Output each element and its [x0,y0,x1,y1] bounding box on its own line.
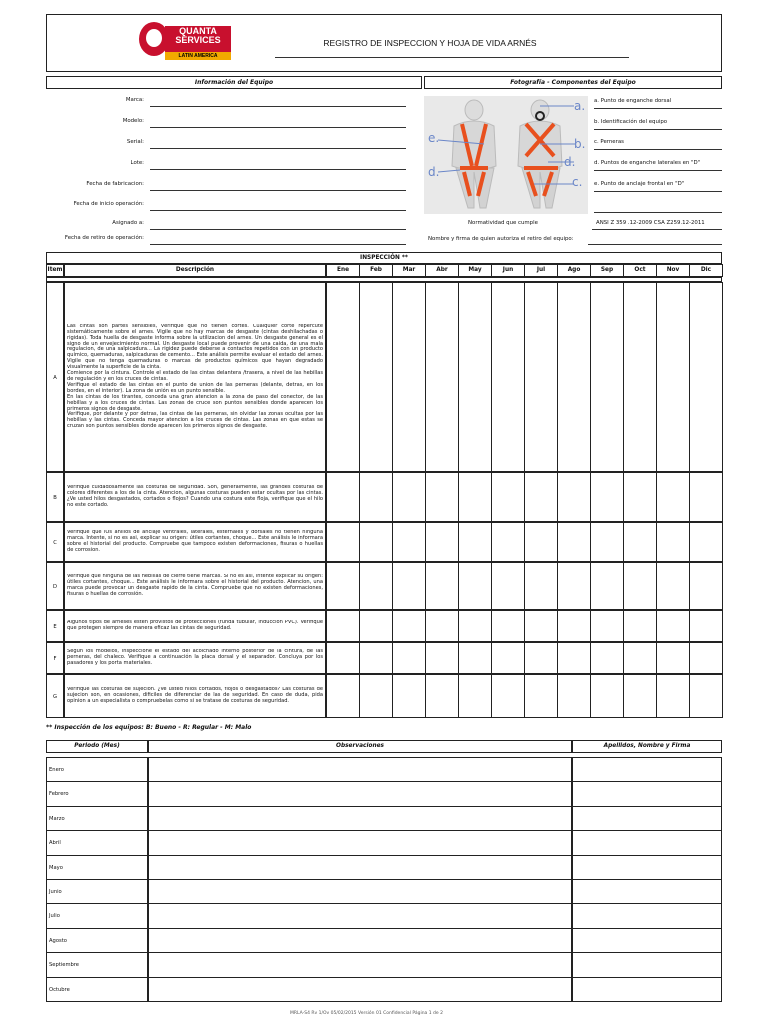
inspection-check-cell[interactable] [491,610,525,642]
inspection-check-cell[interactable] [557,610,591,642]
inspection-check-cell[interactable] [524,472,558,522]
month-header: Ene [326,264,360,277]
inspection-check-cell[interactable] [656,642,690,674]
inspection-check-cell[interactable] [326,562,360,610]
inspection-check-cell[interactable] [425,642,459,674]
obs-month: Junio [46,879,148,904]
inspection-check-cell[interactable] [458,282,492,472]
month-header: Mar [392,264,426,277]
row-item-code: A [46,282,64,472]
month-header: Jul [524,264,558,277]
row-description: Verifique que lOs anillos de anclaje ventrales, laterales, esternales y dorsales no tienen ninguna marca. Intente, si no es asi, explicar su origen: útiles cortantes, choque... Este análisis le informara sobre el historial del producto. Compruebe que tampoco existen deformaciones, fisuras o huellas de corrosion. [67,530,323,553]
month-header: Ago [557,264,591,277]
inspection-check-cell[interactable] [425,562,459,610]
equipo-field-input[interactable] [150,190,406,191]
row-description: Verifique las costuras de sujecion. ¿Ve usted hilos cortados, flojos o desgastados? Las costuras de sujecion son, en ocasiones, dificiles de diferenciar de las de seguridad. En caso de duda, pida opinion a un especialista o compruebelas como si se tratase de costuras de seguridad. [67,687,323,704]
document-header [46,14,722,72]
inspection-check-cell[interactable] [326,610,360,642]
component-item: e. Punto de anclaje frontal en "D" [594,181,685,187]
inspection-check-cell[interactable] [590,472,624,522]
inspection-check-cell[interactable] [623,282,657,472]
equipo-field-input[interactable] [150,210,406,211]
inspection-check-cell[interactable] [458,562,492,610]
obs-month: Febrero [46,781,148,806]
obs-month: Agosto [46,928,148,953]
inspection-check-cell[interactable] [557,472,591,522]
obs-month: Abril [46,830,148,855]
equipo-field-input[interactable] [150,148,406,149]
component-item: b. Identificación del equipo [594,119,668,125]
equipo-field-label: Fecha de inicio operación: [73,201,144,207]
obs-observation-cell[interactable] [148,903,572,928]
callout-d: d. [564,155,576,169]
equipo-field-label: Asignado a: [112,220,144,226]
inspection-check-cell[interactable] [557,642,591,674]
equipo-field-label: Fecha de retiro de operación: [64,235,144,241]
month-header: Sep [590,264,624,277]
inspection-check-cell[interactable] [326,674,360,718]
harness-illustration [424,96,588,214]
inspection-check-cell[interactable] [557,282,591,472]
inspection-check-cell[interactable] [359,562,393,610]
document-title: REGISTRO DE INSPECCION Y HOJA DE VIDA ARNÉS [323,38,537,48]
obs-month: Mayo [46,855,148,880]
component-item: d. Puntos de enganche laterales en "D" [594,160,701,166]
month-header: May [458,264,492,277]
row-description-cell [64,562,326,610]
inspection-check-cell[interactable] [392,674,426,718]
col-item-header: Item [46,264,64,277]
inspection-check-cell[interactable] [491,642,525,674]
month-header: Dic [689,264,723,277]
normatividad-value: ANSI Z 359 .12-2009 CSA Z259.12-2011 [596,220,705,226]
inspection-check-cell[interactable] [524,610,558,642]
inspection-check-cell[interactable] [359,282,393,472]
month-header: Abr [425,264,459,277]
inspection-check-cell[interactable] [656,472,690,522]
inspection-check-cell[interactable] [392,642,426,674]
month-header: Jun [491,264,525,277]
obs-col-firma: Apellidos, Nombre y Firma [572,740,722,753]
inspection-check-cell[interactable] [359,610,393,642]
inspection-check-cell[interactable] [656,562,690,610]
normatividad-label: Normatividad que cumple [468,220,538,226]
inspection-check-cell[interactable] [359,674,393,718]
col-desc-header: Descripción [64,264,326,277]
inspection-check-cell[interactable] [326,642,360,674]
row-item-code: D [46,562,64,610]
equipo-field-input[interactable] [150,106,406,107]
inspection-check-cell[interactable] [689,282,723,472]
obs-month: Septiembre [46,952,148,977]
obs-month: Enero [46,757,148,782]
inspection-check-cell[interactable] [623,610,657,642]
callout-a: a. [574,99,586,113]
obs-col-periodo: Periodo (Mes) [46,740,148,753]
row-description: Algunos tipos de arneses estén provistos de protecciones (funda tubular, inducción PVC). Verifique que protegen siempre de manera eficaz las cintas de seguridad. [67,620,323,631]
callout-c: c. [572,175,583,189]
inspection-check-cell[interactable] [689,610,723,642]
inspection-check-cell[interactable] [689,674,723,718]
inspection-check-cell[interactable] [458,522,492,562]
inspection-check-cell[interactable] [590,674,624,718]
inspection-check-cell[interactable] [689,562,723,610]
inspection-check-cell[interactable] [425,610,459,642]
equipo-field-input[interactable] [150,169,406,170]
inspection-check-cell[interactable] [326,522,360,562]
equipo-field-label: Fecha de fabricacion: [86,181,144,187]
row-description-cell [64,472,326,522]
month-header: Feb [359,264,393,277]
inspection-check-cell[interactable] [590,522,624,562]
inspection-check-cell[interactable] [689,642,723,674]
page-footer: MRLA-S4 Rv 1/Ov 05/02/2015 Versión 01 Confidencial Página 1 de 2 [290,1011,443,1016]
equipo-field-label: Marca: [125,97,144,103]
inspection-check-cell[interactable] [623,472,657,522]
inspection-check-cell[interactable] [458,472,492,522]
inspection-check-cell[interactable] [425,472,459,522]
inspection-check-cell[interactable] [623,674,657,718]
inspection-legend: ** Inspección de los equipos: B: Bueno - R: Regular - M: Malo [46,724,252,731]
obs-month: Octubre [46,977,148,1002]
obs-signature-cell[interactable] [572,757,722,782]
inspection-check-cell[interactable] [656,282,690,472]
obs-observation-cell[interactable] [148,781,572,806]
row-item-code: F [46,642,64,674]
row-item-code: G [46,674,64,718]
inspection-check-cell[interactable] [656,610,690,642]
inspection-check-cell[interactable] [392,522,426,562]
inspection-check-cell[interactable] [623,642,657,674]
inspection-check-cell[interactable] [425,282,459,472]
inspection-check-cell[interactable] [359,642,393,674]
month-header: Oct [623,264,657,277]
inspection-check-cell[interactable] [491,282,525,472]
inspection-check-cell[interactable] [557,674,591,718]
row-description-cell [64,282,326,472]
row-item-code: B [46,472,64,522]
obs-signature-cell[interactable] [572,830,722,855]
inspection-check-cell[interactable] [590,610,624,642]
row-item-code: C [46,522,64,562]
harness-photo [424,96,588,214]
obs-signature-cell[interactable] [572,806,722,831]
company-logo [139,22,233,59]
inspection-check-cell[interactable] [623,562,657,610]
inspection-check-cell[interactable] [359,472,393,522]
row-description-cell [64,522,326,562]
inspection-check-cell[interactable] [458,610,492,642]
row-description: Verifique que ninguna de las hebillas de cierre tiene marcas. Si no es asi, intente explicar su origen: útiles cortantes, choque... Este análisis le informara sobre el historial del producto. Atencion, una marca puede provocar un desgaste rapido de la cinta. Compruebe que no existen deformaciones, fisuras o huellas de corrosión. [67,574,323,597]
obs-observation-cell[interactable] [148,855,572,880]
obs-signature-cell[interactable] [572,928,722,953]
inspection-check-cell[interactable] [557,562,591,610]
obs-signature-cell[interactable] [572,781,722,806]
logo-subtitle: LATIN AMERICA [165,52,231,60]
callout-b: b. [574,137,586,151]
inspection-check-cell[interactable] [524,522,558,562]
obs-observation-cell[interactable] [148,879,572,904]
foto-section-header: Fotografía - Componentes del Equipo [424,76,722,89]
inspection-check-cell[interactable] [491,562,525,610]
row-description: Según los modelos, inspeccione el estado del acolchado interno posterior de la cintura, de las perneras, del chaleco. Verifique a continuación la placa dorsal y el separador. Concluya por los pasadores y los porta materiales. [67,649,323,666]
inspection-check-cell[interactable] [524,642,558,674]
row-description: Verifique cuidadosamente las costuras de seguridad. Son, generalmente, las grandes costuras de colores diferentes a los de la cinta. Atencion, algunas costuras pueden estar ocultas por las cintas. ¿Ve usted hilos desgastados, cortados o flojos? Cuando una costura este floja, verifique que el hilo no este cortado. [67,485,323,508]
obs-month: Julio [46,903,148,928]
month-header: Nov [656,264,690,277]
equipo-field-input[interactable] [150,127,406,128]
obs-observation-cell[interactable] [148,952,572,977]
inspection-check-cell[interactable] [392,610,426,642]
equipo-field-label: Lote: [130,160,144,166]
obs-observation-cell[interactable] [148,806,572,831]
inspection-check-cell[interactable] [689,472,723,522]
obs-observation-cell[interactable] [148,928,572,953]
inspection-check-cell[interactable] [392,282,426,472]
inspection-check-cell[interactable] [491,674,525,718]
logo-line2: SERVICES [175,35,221,45]
inspection-check-cell[interactable] [590,282,624,472]
obs-observation-cell[interactable] [148,757,572,782]
inspection-check-cell[interactable] [359,522,393,562]
inspection-check-cell[interactable] [590,642,624,674]
inspection-check-cell[interactable] [326,282,360,472]
inspection-check-cell[interactable] [491,522,525,562]
title-underline [275,57,629,58]
inspection-check-cell[interactable] [524,674,558,718]
inspection-check-cell[interactable] [524,562,558,610]
retiro-autoriza-label: Nombre y firma de quien autoriza el retiro del equipo: [428,236,574,242]
row-description-cell [64,610,326,642]
equipo-field-input[interactable] [150,244,406,245]
row-item-code: E [46,610,64,642]
obs-signature-cell[interactable] [572,879,722,904]
callout-d-left: d. [428,165,440,179]
inspection-check-cell[interactable] [689,522,723,562]
inspection-check-cell[interactable] [557,522,591,562]
inspection-check-cell[interactable] [326,472,360,522]
inspeccion-header: INSPECCIÓN ** [46,252,722,264]
inspection-check-cell[interactable] [392,472,426,522]
obs-observation-cell[interactable] [148,830,572,855]
inspection-check-cell[interactable] [458,674,492,718]
callout-e: e. [428,131,440,145]
inspection-check-cell[interactable] [623,522,657,562]
row-description: Las cintas son partes sensibles, verifique que no tienen cortes. Cualquier corte repercute sistemáticamente sobre el arnes. Vigile que no hay marcas de desgaste (cintas deshilachadas o rigidas). Toda huella de desgaste informa sobre la utilizacion del arnes. Un desgaste general es el signo de un envejecimiento normal. Un desgaste local puede provenir de una caida, de una mala regulacion, de una salpicadura... La rigidez puede deberse a contactos repetidos con un producto químico, quemaduras, salpicaduras de cemento... Este análisis permite evaluar el estado del arnes. Vigile que no tenga quemaduras o marcas de productos químicos que hayan degradado visualmente la superficie de la cinta. Comience por la cintura. Controle el estado de las cintas delantera /trasera, a nivel de las hebillas de regulación y en los cruces de cintas. Verifique el estado de las cintas en el punto de union de las perneras (delante, detras, en los bordes, en el interior). La zona de unión es un punto sensible. En las cintas de los tirantes, conceda una gran atencion a la zona de paso del conector, de las hebillas y a los cruces de cintas. Las zonas de cruce son puntos sensibles donde aparecen los primeros signos de desgaste. Verifique, por delante y por detras, las cintas de las perneras, sin olvidar las zonas ocultas por las hebillas y las cintas. Conceda mayor atencion a los cruces de cintas. Las zonas en que estas se cruzan son puntos sensibles donde aparecen los primeros signos de desgaste. [67,323,323,430]
inspection-check-cell[interactable] [656,522,690,562]
obs-signature-cell[interactable] [572,977,722,1002]
inspection-check-cell[interactable] [425,522,459,562]
obs-month: Marzo [46,806,148,831]
inspection-check-cell[interactable] [491,472,525,522]
obs-signature-cell[interactable] [572,952,722,977]
equipo-section-header: Información del Equipo [46,76,422,89]
equipo-field-label: Modelo: [122,118,144,124]
component-item: c. Perneras [594,139,624,145]
inspection-check-cell[interactable] [524,282,558,472]
inspection-check-cell[interactable] [425,674,459,718]
inspection-check-cell[interactable] [392,562,426,610]
inspection-check-cell[interactable] [458,642,492,674]
obs-signature-cell[interactable] [572,903,722,928]
obs-col-observaciones: Observaciones [148,740,572,753]
obs-signature-cell[interactable] [572,855,722,880]
inspection-check-cell[interactable] [590,562,624,610]
obs-observation-cell[interactable] [148,977,572,1002]
row-description-cell [64,642,326,674]
equipo-field-label: Serial: [126,139,144,145]
logo-line1: QUANTA [179,26,217,36]
row-description-cell [64,674,326,718]
inspection-check-cell[interactable] [656,674,690,718]
component-item: a. Punto de enganche dorsal [594,98,672,104]
equipo-field-input[interactable] [150,229,406,230]
